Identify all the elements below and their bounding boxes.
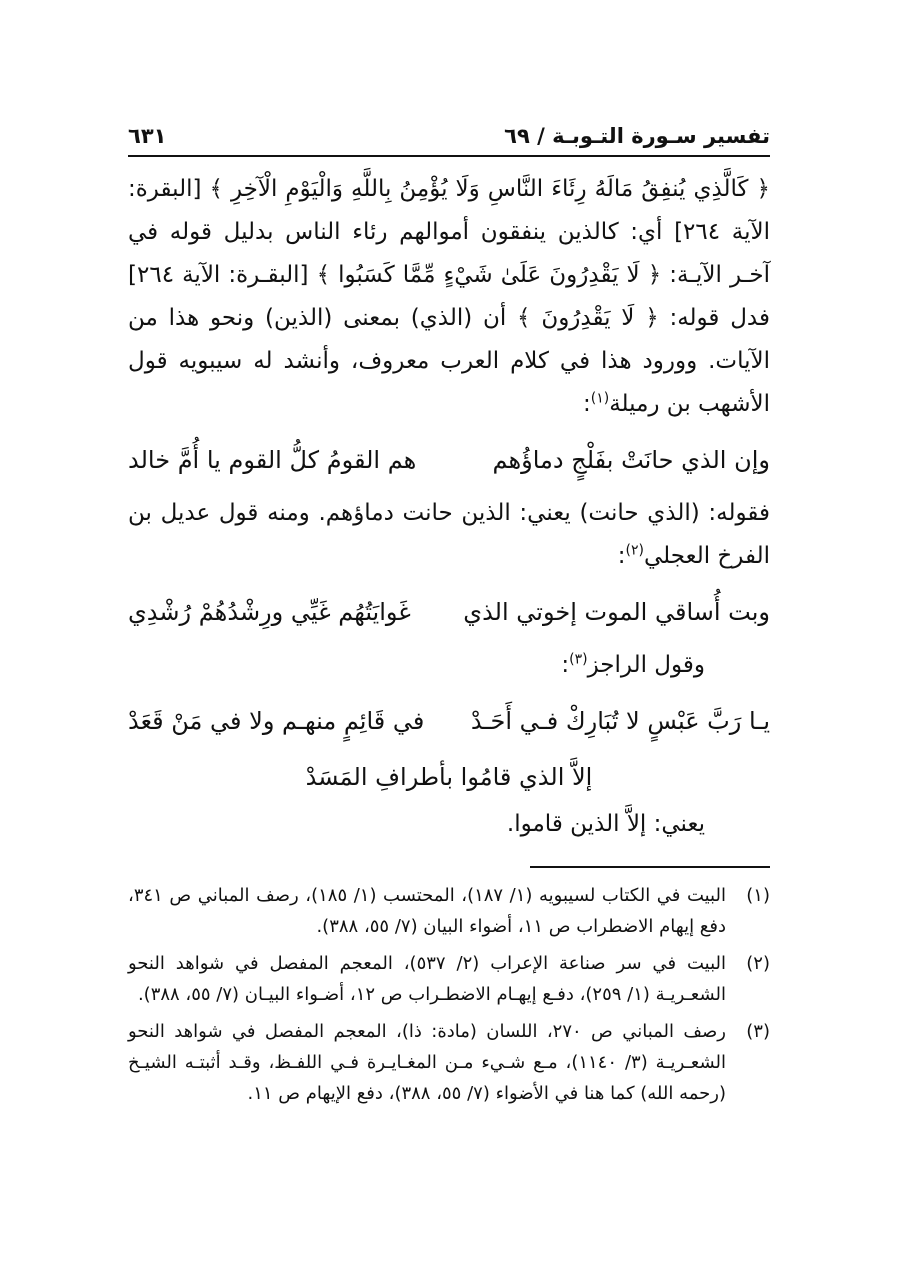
footnote-2	[128, 948, 770, 1010]
paragraph-2-text: فقوله: (الذي حانت) يعني: الذين حانت دماؤهم. ومنه قول عديل بن الفرخ العجلي	[128, 500, 770, 569]
footnote-number: (٣)	[746, 1021, 770, 1042]
page-header	[128, 112, 770, 148]
paragraph-1	[128, 168, 770, 426]
paragraph-1-text: ﴿ كَالَّذِي يُنفِقُ مَالَهُ رِئَاءَ النَّاسِ وَلَا يُؤْمِنُ بِاللَّهِ وَالْيَوْمِ الْآخِرِ ﴾ [البقرة: الآية ٢٦٤] أي: كالذين ينفقون أموالهم رئاء الناس بدليل قوله في آخـر الآيـة: ﴿ لَا يَقْدِرُونَ عَلَىٰ شَيْءٍ مِّمَّا كَسَبُوا ﴾ [البقـرة: الآية ٢٦٤] فدل قوله: ﴿ لَا يَقْدِرُونَ ﴾ أن (الذي) بمعنى (الذين) ونحو هذا من الآيات. وورود هذا في كلام العرب معروف، وأنشد له سيبويه قول الأشهب بن رميلة	[128, 176, 770, 417]
paragraph-1-colon: :	[582, 391, 591, 417]
footnote-text: البيت في سر صناعة الإعراب (٢/ ٥٣٧)، المعجم المفصل في شواهد النحو الشعـريـة (١/ ٢٥٩)، دفـع إيهـام الاضطـراب ص ١٢، أضـواء البيـان (٧/ ٥٥، ٣٨٨).	[128, 953, 726, 1005]
verse-2	[128, 588, 770, 636]
paragraph-2	[128, 492, 770, 578]
paragraph-3	[128, 644, 770, 687]
footnote-ref-1: (١)	[590, 390, 610, 407]
verse-1	[128, 436, 770, 484]
footnote-rule	[530, 866, 770, 868]
paragraph-4: يعني: إلاَّ الذين قاموا.	[506, 811, 705, 837]
footnote-1	[128, 880, 770, 942]
verse-2-second-hemistich: غَوايَتُهُم غَيِّي ورِشْدُهُمْ رُشْدِي	[128, 598, 411, 626]
footnote-number: (٢)	[746, 953, 770, 974]
main-text	[128, 168, 770, 846]
footnote-text: رصف المباني ص ٢٧٠، اللسان (مادة: ذا)، المعجم المفصل في شواهد النحو الشعـريـة (٣/ ١١٤٠)، مـع شـيء مـن المغـايـرة فـي اللفـظ، وقـد أثبتـه الشيـخ (رحمه الله) كما هنا في الأضواء (٧/ ٥٥، ٣٨٨)، دفع الإيهام ص ١١.	[128, 1021, 726, 1104]
paragraph-3-colon: :	[561, 652, 570, 678]
running-title: تفسير سـورة التـوبـة / ٦٩	[504, 124, 770, 148]
verse-3-first-hemistich: يـا رَبَّ عَبْسٍ لا تُبَارِكْ فـي أَحَـدْ	[470, 707, 770, 735]
verse-1-first-hemistich: وإن الذي حانَتْ بفَلْجٍ دماؤُهم	[492, 446, 770, 474]
verse-1-second-hemistich: هم القومُ كلُّ القوم يا أُمَّ خالد	[128, 446, 417, 474]
paragraph-2-colon: :	[617, 543, 626, 569]
header-rule	[128, 155, 770, 157]
footnote-ref-2: (٢)	[625, 542, 644, 559]
verse-2-first-hemistich: وبت أُساقي الموت إخوتي الذي	[463, 598, 770, 626]
verse-3-second-hemistich: في قَائِمٍ منهـم ولا في مَنْ قَعَدْ	[128, 707, 425, 735]
footnotes	[128, 880, 770, 1115]
footnote-number: (١)	[746, 885, 770, 906]
verse-3	[128, 697, 770, 745]
footnote-ref-3: (٣)	[569, 651, 588, 668]
footnote-text: البيت في الكتاب لسيبويه (١/ ١٨٧)، المحتسب (١/ ١٨٥)، رصف المباني ص ٣٤١، دفع إيهام الاضطراب ص ١١، أضواء البيان (٧/ ٥٥، ٣٨٨).	[128, 885, 726, 937]
verse-3-closing-line: إلاَّ الذي قامُوا بأطرافِ المَسَدْ	[305, 763, 593, 791]
paragraph-3-text: وقول الراجز	[587, 652, 705, 678]
page-number: ٦٣١	[128, 124, 167, 148]
footnote-3	[128, 1016, 770, 1109]
